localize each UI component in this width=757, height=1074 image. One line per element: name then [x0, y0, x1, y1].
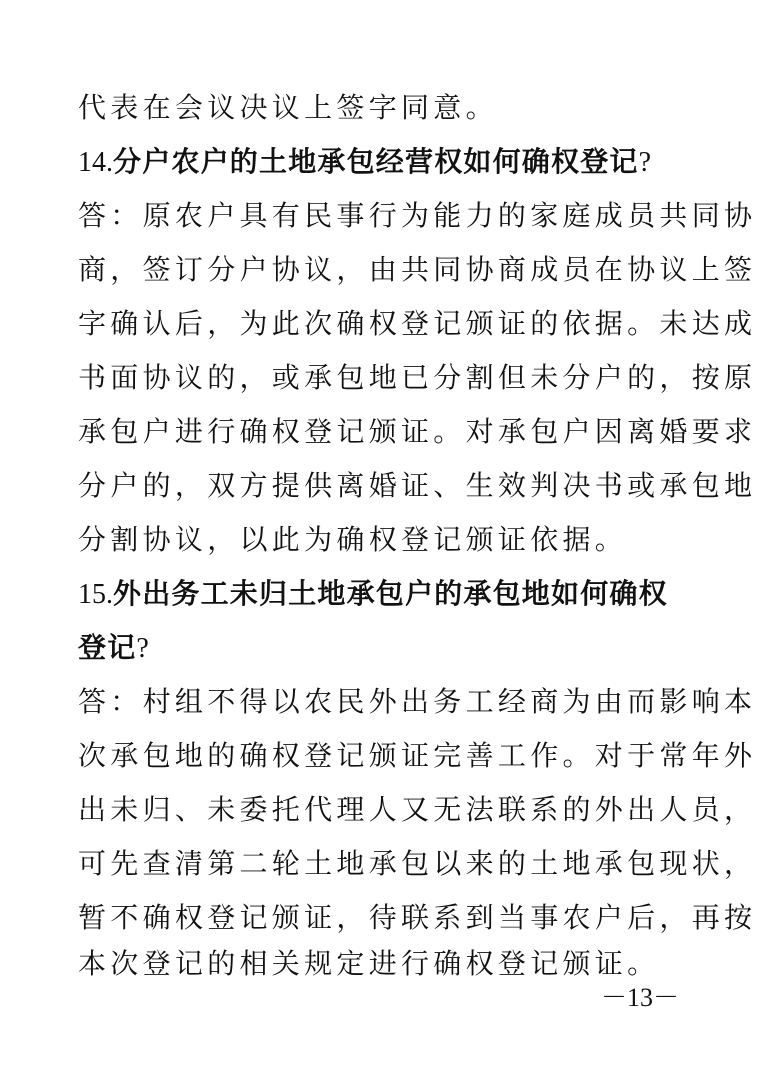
answer-line: 可先查清第二轮土地承包以来的土地承包现状， — [78, 847, 757, 880]
answer-line: 商，签订分户协议，由共同协商成员在协议上签 — [78, 253, 757, 286]
answer-line: 分户的，双方提供离婚证、生效判决书或承包地 — [78, 469, 757, 502]
answer-line: 书面协议的，或承包地已分割但未分户的，按原 — [78, 361, 757, 394]
question-heading-15: 15.外出务工未归土地承包户的承包地如何确权 — [78, 577, 668, 610]
page-number: －13－ — [600, 983, 679, 1012]
answer-line: 暂不确权登记颁证，待联系到当事农户后，再按 — [78, 901, 757, 934]
question-heading-14: 14.分户农户的土地承包经营权如何确权登记? — [78, 145, 653, 178]
answer-line: 分割协议，以此为确权登记颁证依据。 — [78, 523, 628, 556]
answer-line: 字确认后，为此次确权登记颁证的依据。未达成 — [78, 307, 757, 340]
answer-line: 承包户进行确权登记颁证。对承包户因离婚要求 — [78, 415, 757, 448]
body-line: 代表在会议决议上签字同意。 — [78, 91, 498, 124]
answer-line: 次承包地的确权登记颁证完善工作。对于常年外 — [78, 739, 757, 772]
answer-line: 答：原农户具有民事行为能力的家庭成员共同协 — [78, 199, 757, 232]
answer-line: 本次登记的相关规定进行确权登记颁证。 — [78, 947, 660, 980]
question-heading-15-cont: 登记? — [78, 631, 151, 664]
answer-line: 答：村组不得以农民外出务工经商为由而影响本 — [78, 685, 757, 718]
answer-line: 出未归、未委托代理人又无法联系的外出人员， — [78, 793, 757, 826]
